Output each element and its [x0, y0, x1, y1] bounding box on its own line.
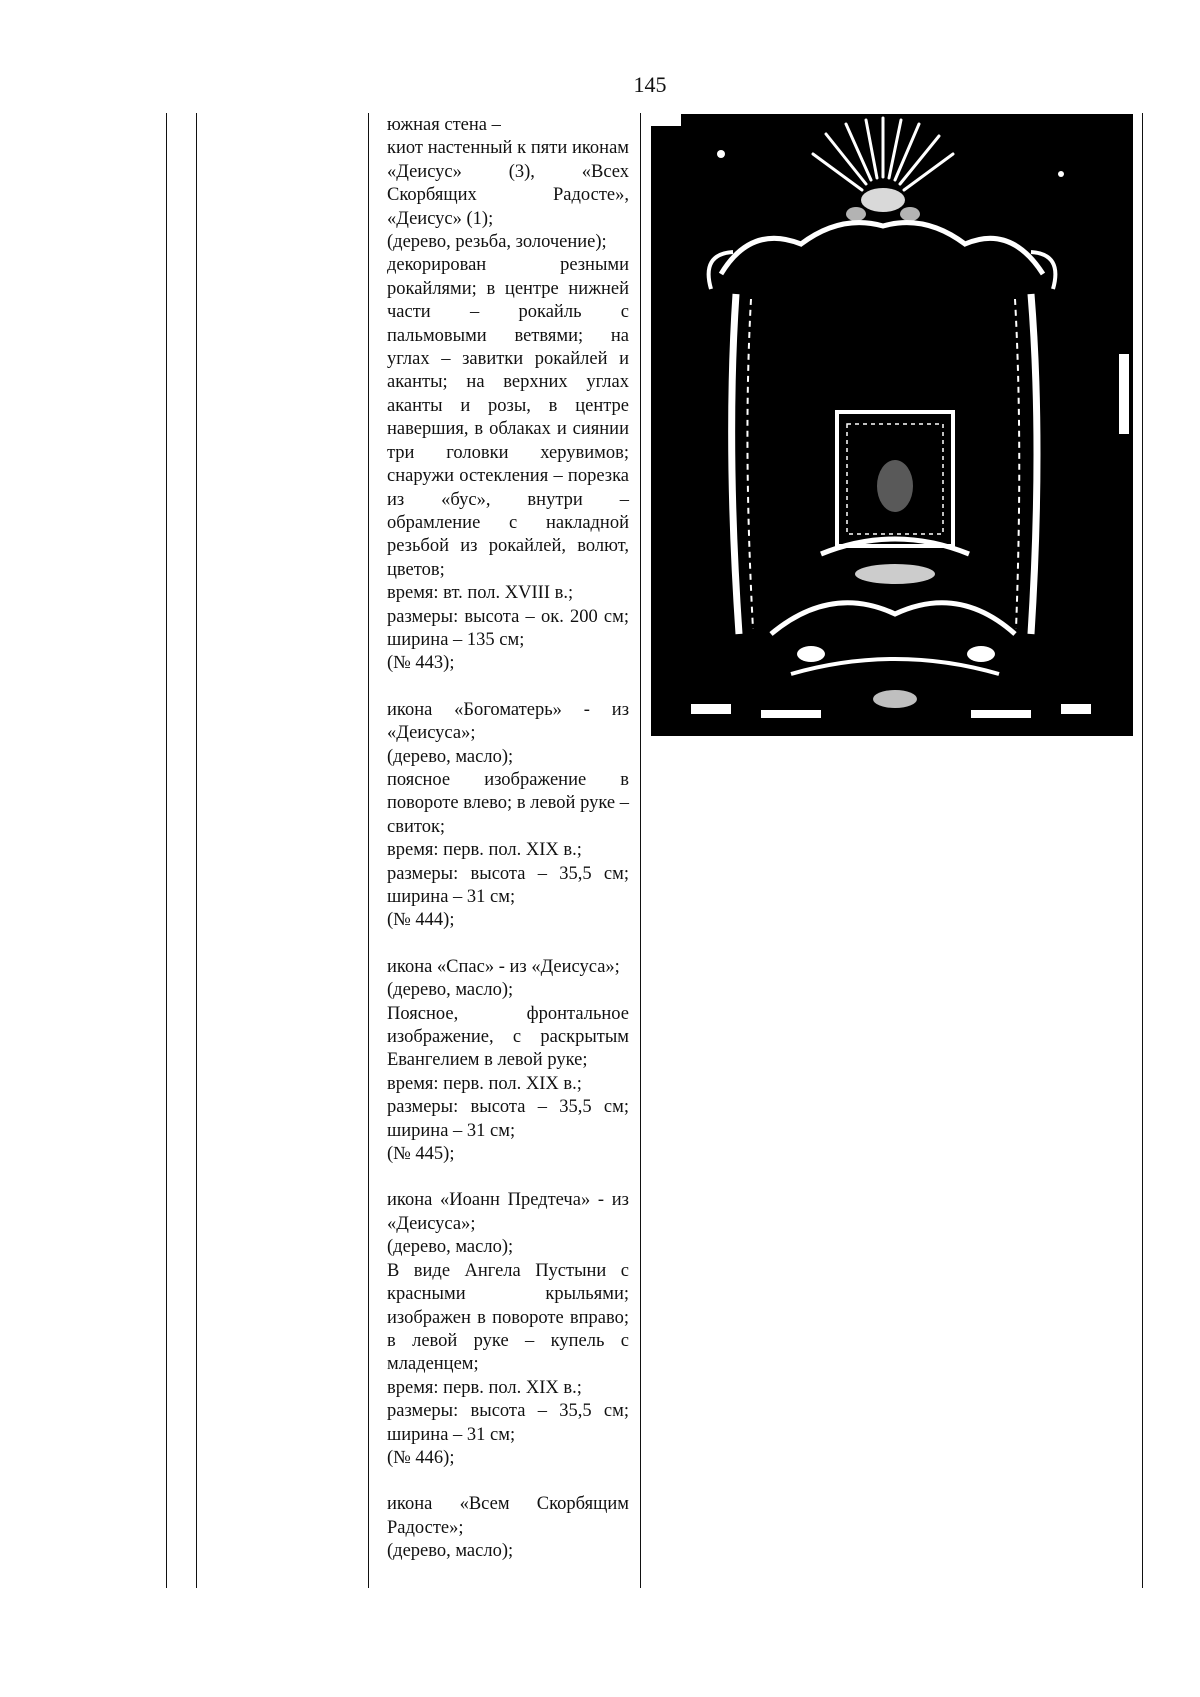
entry-line: (№ 446); — [387, 1447, 455, 1468]
entry-line: киот настенный к пяти иконам «Деисус» (3), «Всех Скорбящих Радосте», «Деисус» (1); — [387, 138, 629, 229]
entry-line: (дерево, масло); — [387, 1237, 514, 1258]
entry-line: икона «Всем Скорбящим Радосте»; — [387, 1494, 629, 1538]
entry-line: Поясное, фронтальное изображение, с раскрытым Евангелием в левой руке; — [387, 1003, 629, 1071]
entry-line: (дерево, масло); — [387, 1541, 514, 1562]
entry-line: (№ 445); — [387, 1144, 455, 1165]
page-number: 145 — [633, 72, 667, 97]
entry-line: (№ 444); — [387, 910, 455, 931]
table-divider-3 — [640, 113, 641, 1588]
entry-line: размеры: высота – ок. 200 см; ширина – 135 см; — [387, 606, 629, 650]
entry-line: В виде Ангела Пустыни с красными крыльями; изображен в повороте вправо; в левой руке – купель с младенцем; — [387, 1260, 629, 1375]
entry-ioann — [387, 1189, 629, 1470]
entry-line: икона «Иоанн Предтеча» - из «Деисуса»; — [387, 1190, 629, 1234]
entry-line: размеры: высота – 35,5 см; ширина – 31 см; — [387, 1401, 629, 1445]
entry-line: (№ 443); — [387, 653, 455, 674]
kiot-photo-drawing — [651, 114, 1133, 736]
entry-line: время: перв. пол. XIX в.; — [387, 840, 582, 861]
table-border-right — [1142, 113, 1143, 1588]
entry-line: (дерево, масло); — [387, 980, 514, 1001]
entry-bogomater — [387, 699, 629, 933]
entry-skorbyashchim — [387, 1493, 629, 1563]
table-divider-2 — [368, 113, 369, 1588]
entry-kiot — [387, 114, 629, 676]
entry-line: размеры: высота – 35,5 см; ширина – 31 см; — [387, 1097, 629, 1141]
entry-line: (дерево, резьба, золочение); — [387, 232, 607, 253]
entry-spas — [387, 956, 629, 1167]
entry-line: декорирован резными рокайлями; в центре нижней части – рокайль с пальмовыми ветвями; на углах – завитки рокайлей и аканты; на верхних углах аканты и розы, в центре навершия, в облаках и сиянии три головки херувимов; снаружи остекления – порезка из «бус», внутри – обрамление с накладной резьбой из рокайлей, волют, цветов; — [387, 255, 629, 580]
table-border-left — [166, 113, 167, 1588]
entry-line: время: перв. пол. XIX в.; — [387, 1377, 582, 1398]
kiot-photo — [651, 114, 1133, 736]
entry-line: икона «Богоматерь» - из «Деисуса»; — [387, 699, 629, 744]
description-column — [387, 114, 629, 1587]
entry-line: южная стена – — [387, 115, 501, 135]
table-divider-1 — [196, 113, 197, 1588]
entry-line: размеры: высота – 35,5 см; ширина – 31 см; — [387, 863, 629, 907]
entry-line: (дерево, масло); — [387, 746, 514, 767]
entry-line: икона «Спас» - из «Деисуса»; — [387, 956, 620, 977]
entry-line: время: вт. пол. XVIII в.; — [387, 583, 574, 604]
entry-line: время: перв. пол. XIX в.; — [387, 1073, 582, 1094]
entry-line: поясное изображение в повороте влево; в левой руке – свиток; — [387, 769, 629, 837]
